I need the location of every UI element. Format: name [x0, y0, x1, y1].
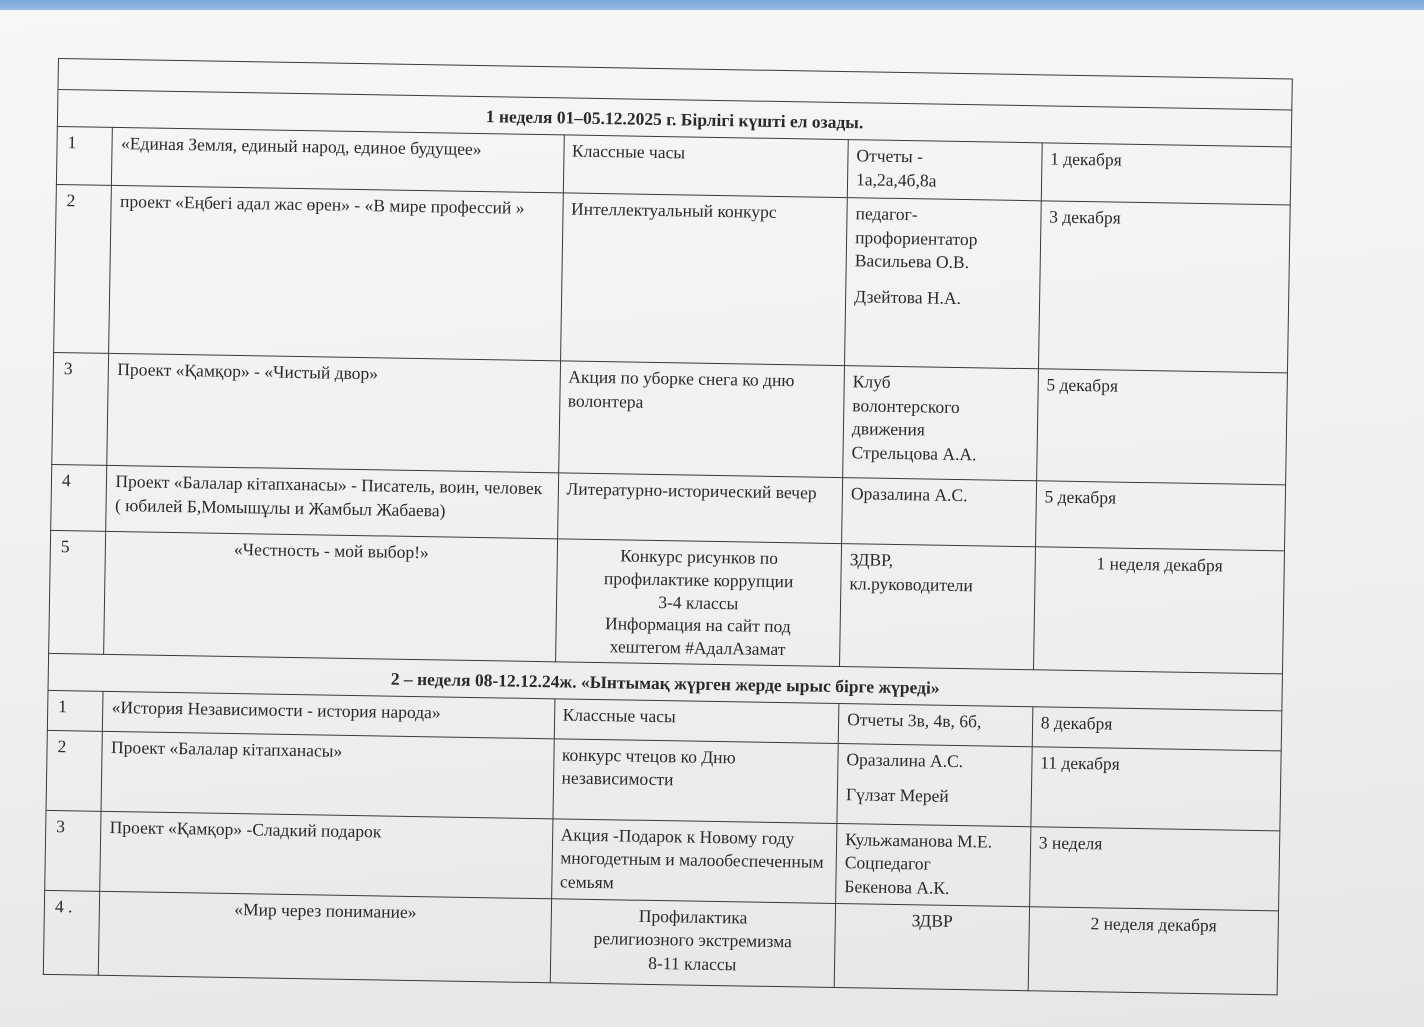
event-title: «История Независимости - история народа» — [103, 691, 555, 738]
week1-header: 1 неделя 01–05.12.2025 г. Бірлігі күшті ел озады. — [57, 90, 1291, 147]
event-date: 11 декабря — [1031, 746, 1282, 830]
paper-sheet — [0, 10, 1424, 1027]
event-form — [550, 898, 836, 987]
event-title: Проект «Қамқор» -Сладкий подарок — [100, 811, 552, 898]
event-title: «Честность - мой выбор!» — [104, 531, 557, 661]
event-date: 8 декабря — [1032, 706, 1282, 750]
table-row — [49, 530, 1285, 673]
row-number: 4 — [51, 464, 108, 531]
event-date: 2 неделя декабря — [1028, 906, 1279, 994]
event-date: 3 неделя — [1029, 826, 1280, 910]
responsible-line: Оразалина А.С. — [850, 483, 968, 506]
responsible-line: 1а,2а,4б,8а — [855, 168, 937, 191]
responsible — [845, 198, 1041, 369]
event-date: 5 декабря — [1036, 369, 1287, 485]
responsible-line: профориентатор — [855, 226, 978, 249]
event-date: 5 декабря — [1035, 481, 1285, 551]
row-number: 3 — [45, 810, 102, 891]
form-line: религиозного экстремизма — [593, 928, 793, 952]
event-date: 1 декабря — [1041, 143, 1291, 205]
responsible — [834, 903, 1029, 990]
responsible-line: Оразалина А.С. — [846, 748, 964, 771]
event-title: Проект «Қамқор» - «Чистый двор» — [107, 353, 560, 472]
row-number: 1 — [47, 690, 103, 731]
responsible — [836, 823, 1031, 906]
responsible-line: Гүлзат Мерей — [845, 784, 949, 807]
responsible — [847, 140, 1042, 201]
responsible — [837, 743, 1032, 826]
row-number: 1 — [56, 126, 112, 185]
responsible-line: Клуб — [852, 371, 891, 392]
responsible — [838, 703, 1032, 746]
responsible-line: Отчеты 3в, 4в, 6б, — [847, 708, 982, 732]
event-form: Литературно-исторический вечер — [557, 473, 843, 544]
responsible — [843, 366, 1039, 481]
table-row — [52, 352, 1288, 484]
row-number: 2 — [46, 730, 103, 811]
responsible-line: Соцпедагог — [844, 852, 931, 874]
row-number: 4 . — [43, 890, 100, 975]
event-form: Акция -Подарок к Новому году многодетным и малообеспеченным семьям — [551, 819, 837, 904]
event-date: 1 неделя декабря — [1033, 547, 1284, 674]
responsible-line: волонтерского — [852, 394, 960, 417]
form-line: Профилактика — [638, 905, 748, 928]
form-line: Информация на сайт под — [604, 613, 791, 637]
responsible-line: Дзейтова Н.А. — [854, 286, 962, 308]
event-form: конкурс чтецов ко Дню независимости — [552, 739, 838, 824]
form-line: 8-11 классы — [648, 952, 737, 975]
event-form — [555, 539, 842, 666]
event-date: 3 декабря — [1038, 201, 1290, 373]
form-line: Конкурс рисунков по — [620, 545, 779, 569]
event-title: Проект «Балалар кітапханасы» - Писатель, воин, человек ( юбилей Б,Момышұлы и Жамбыл Жабаева) — [106, 465, 558, 538]
responsible-line: движения — [851, 418, 926, 440]
responsible-line: Васильева О.В. — [854, 250, 970, 273]
responsible-line: ЗДВР, — [849, 549, 894, 570]
form-line: 3-4 классы — [658, 591, 739, 613]
event-form: Классные часы — [554, 699, 839, 744]
responsible-line: Отчеты - — [856, 145, 924, 167]
row-number: 5 — [49, 530, 107, 654]
responsible — [840, 544, 1036, 670]
responsible-line: Кульжаманова М.Е. — [845, 828, 993, 852]
event-form: Акция по уборке снега ко дню волонтера — [558, 361, 844, 478]
event-title: «Мир через понимание» — [99, 891, 551, 982]
responsible-line: педагог- — [855, 203, 918, 225]
event-form: Классные часы — [563, 135, 848, 198]
form-line: хештегом #АдалАзамат — [609, 636, 786, 660]
row-number: 2 — [54, 184, 112, 353]
table-row — [54, 184, 1291, 372]
row-number: 3 — [52, 352, 109, 465]
schedule-sheet — [43, 58, 1330, 996]
responsible-line: Стрельцова А.А. — [851, 442, 977, 465]
event-form: Интеллектуальный конкурс — [560, 193, 847, 366]
event-title: «Единая Земля, единый народ, единое будущее» — [112, 127, 564, 192]
event-title: Проект «Балалар кітапханасы» — [102, 731, 554, 818]
responsible-line: Бекенова А.К. — [844, 876, 950, 898]
responsible-line: ЗДВР — [911, 909, 953, 931]
responsible — [842, 478, 1037, 547]
form-line: профилактике коррупции — [603, 567, 794, 592]
events-table — [43, 58, 1293, 995]
event-title: проект «Еңбегі адал жас өрен» - «В мире профессий » — [109, 185, 563, 360]
responsible-line: кл.руководители — [849, 572, 974, 595]
week2-header: 2 – неделя 08-12.12.24ж. «Ынтымақ жүрген жерде ырыс бірге жүреді» — [48, 653, 1282, 710]
